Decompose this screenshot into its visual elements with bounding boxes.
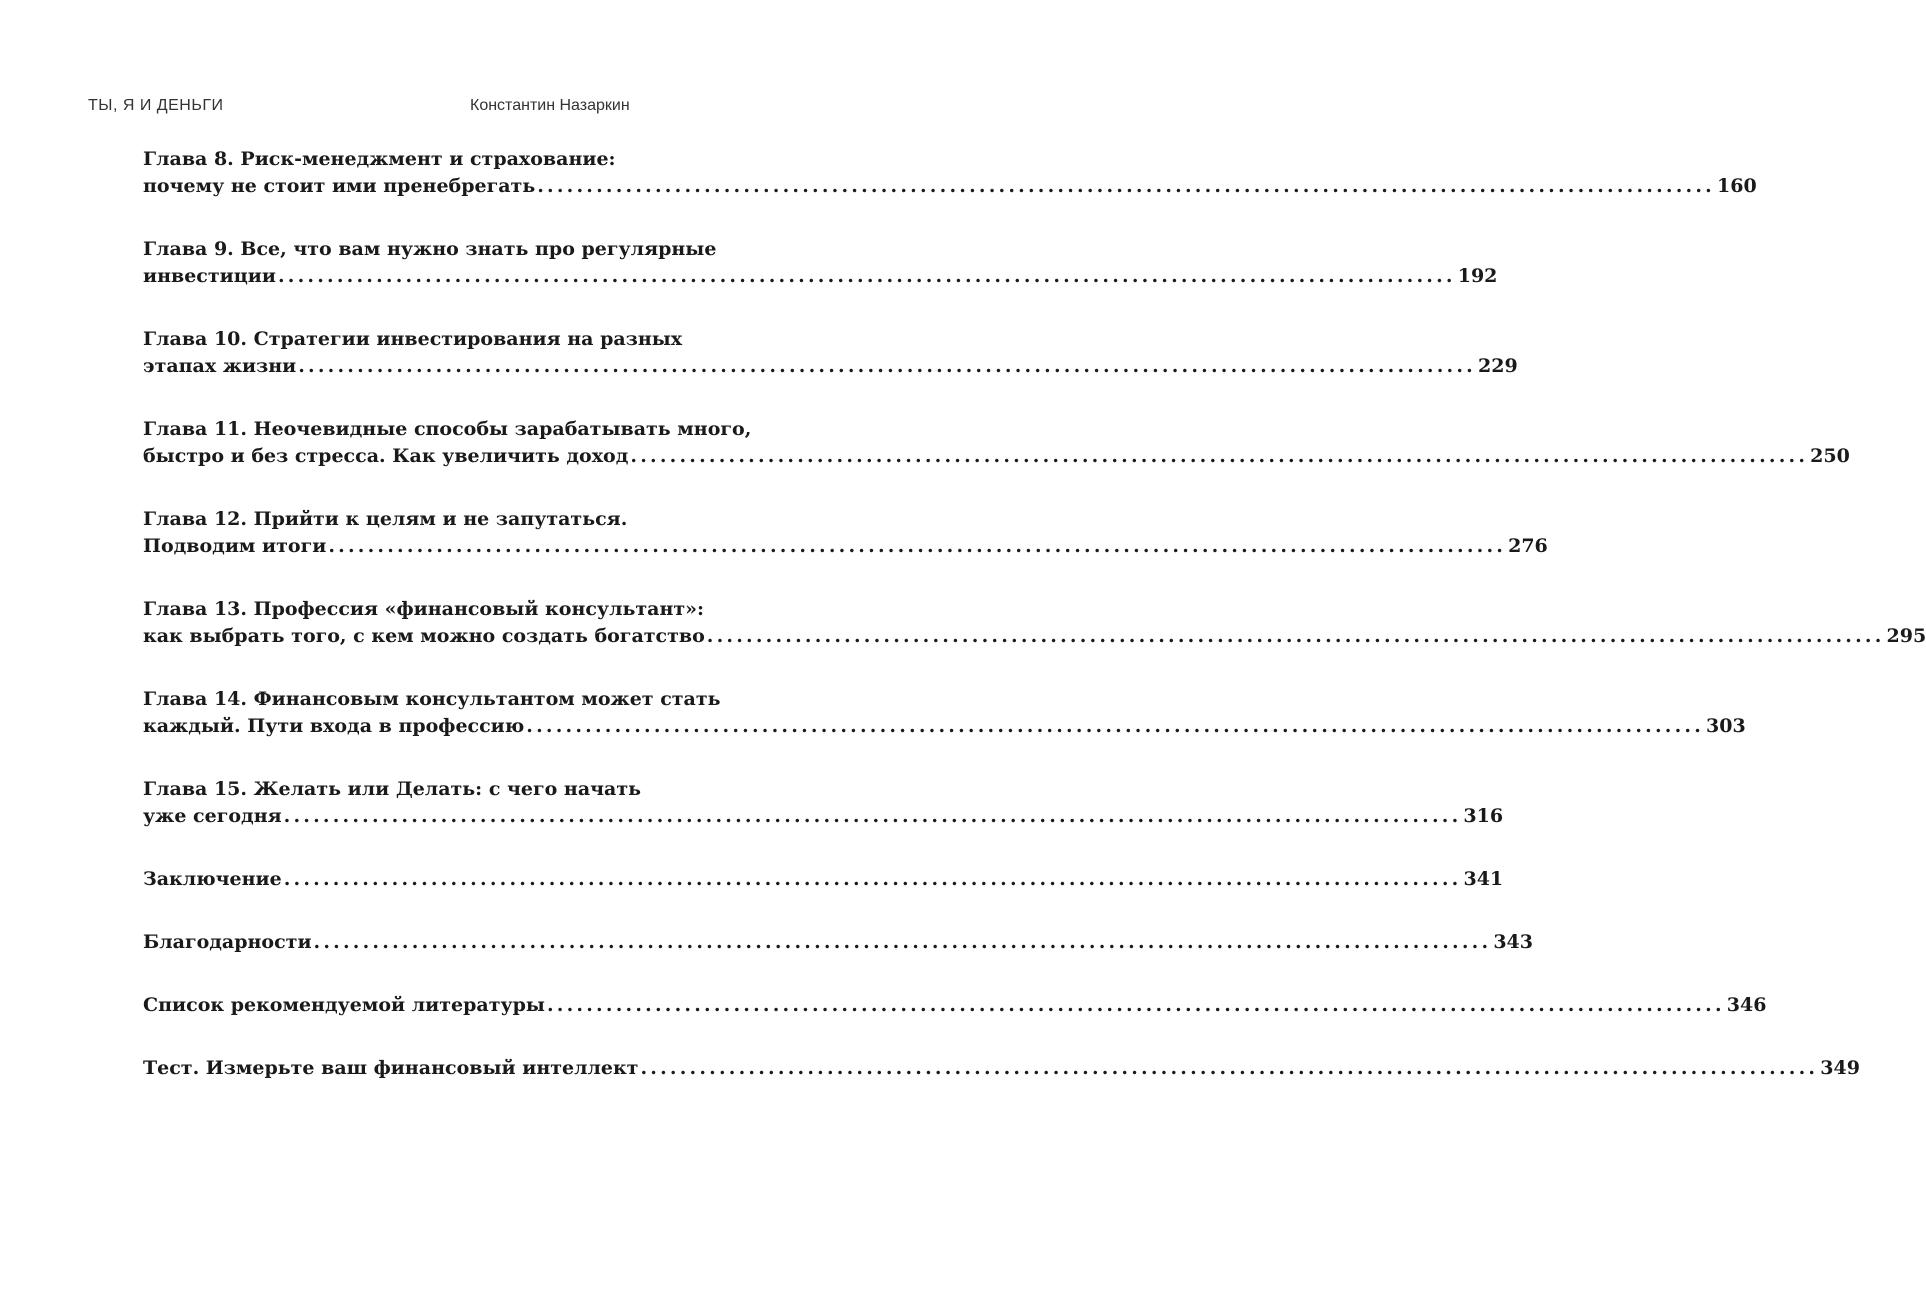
toc-page-number: 349 <box>1820 1057 1860 1079</box>
toc-entry-title: Тест. Измерьте ваш финансовый интеллект <box>143 1057 639 1079</box>
dot-leader: ........................................................................................................................ <box>298 355 1476 377</box>
toc-page-number: 316 <box>1463 805 1504 827</box>
toc-entry-title: Глава 13. Профессия «финансовый консультант»: <box>143 598 705 620</box>
toc-entry-title: Глава 12. Прийти к целям и не запутаться. <box>143 508 628 530</box>
toc-page-number: 250 <box>1810 445 1850 467</box>
toc-entry-chapter-11[interactable] <box>143 416 1850 470</box>
dot-leader: ........................................................................................................................ <box>537 175 1715 197</box>
toc-entry-title: Глава 14. Финансовым консультантом может стать <box>143 688 721 710</box>
running-head-author: Константин Назаркин <box>470 97 630 114</box>
table-of-contents <box>143 146 1926 1118</box>
toc-entry-title-cont: инвестиции <box>143 265 276 287</box>
dot-leader: ........................................................................................................................ <box>630 445 1809 467</box>
toc-page-number: 346 <box>1726 994 1767 1016</box>
dot-leader: ........................................................................................................................ <box>526 715 1705 737</box>
toc-entry-test[interactable] <box>143 1055 1860 1082</box>
toc-entry-chapter-9[interactable] <box>143 236 1498 290</box>
toc-page-number: 276 <box>1508 535 1548 557</box>
toc-entry-title: Список рекомендуемой литературы <box>143 994 545 1016</box>
toc-entry-conclusion[interactable] <box>143 866 1504 893</box>
dot-leader: ........................................................................................................................ <box>283 805 1462 827</box>
dot-leader: ........................................................................................................................ <box>313 931 1492 953</box>
toc-entry-title-cont: каждый. Пути входа в профессию <box>143 715 525 737</box>
toc-entry-chapter-8[interactable] <box>143 146 1757 200</box>
toc-page-number: 192 <box>1457 265 1498 287</box>
toc-page-number: 229 <box>1478 355 1518 377</box>
toc-entry-title-cont: почему не стоит ими пренебрегать <box>143 175 536 197</box>
toc-entry-title: Глава 15. Желать или Делать: с чего начать <box>143 778 642 800</box>
toc-entry-title: Заключение <box>143 868 282 890</box>
toc-entry-title: Глава 10. Стратегии инвестирования на разных <box>143 328 683 350</box>
dot-leader: ........................................................................................................................ <box>283 868 1462 890</box>
toc-page-number: 295 <box>1886 625 1926 647</box>
dot-leader: ........................................................................................................................ <box>706 625 1885 647</box>
toc-entry-chapter-15[interactable] <box>143 776 1504 830</box>
toc-entry-title-cont: уже сегодня <box>143 805 282 827</box>
toc-page-number: 341 <box>1463 868 1504 890</box>
dot-leader: ........................................................................................................................ <box>546 994 1725 1016</box>
toc-entry-reading-list[interactable] <box>143 992 1767 1019</box>
toc-entry-title: Глава 11. Неочевидные способы зарабатывать много, <box>143 418 752 440</box>
toc-entry-title: Глава 8. Риск-менеджмент и страхование: <box>143 148 616 170</box>
toc-entry-title: Глава 9. Все, что вам нужно знать про регулярные <box>143 238 717 260</box>
dot-leader: ........................................................................................................................ <box>277 265 1456 287</box>
toc-entry-title-cont: Подводим итоги <box>143 535 327 557</box>
toc-page-number: 303 <box>1706 715 1746 737</box>
toc-entry-chapter-12[interactable] <box>143 506 1548 560</box>
toc-entry-title: Благодарности <box>143 931 312 953</box>
toc-entry-title-cont: быстро и без стресса. Как увеличить доход <box>143 445 629 467</box>
toc-entry-chapter-13[interactable] <box>143 596 1926 650</box>
dot-leader: ........................................................................................................................ <box>328 535 1507 557</box>
toc-page-number: 343 <box>1493 931 1533 953</box>
dot-leader: ........................................................................................................................ <box>640 1057 1819 1079</box>
toc-entry-title-cont: этапах жизни <box>143 355 297 377</box>
toc-entry-chapter-10[interactable] <box>143 326 1518 380</box>
toc-page-number: 160 <box>1717 175 1757 197</box>
toc-entry-acknowledgements[interactable] <box>143 929 1533 956</box>
toc-entry-title-cont: как выбрать того, с кем можно создать богатство <box>143 625 705 647</box>
toc-entry-chapter-14[interactable] <box>143 686 1746 740</box>
running-head-book-title: ТЫ, Я И ДЕНЬГИ <box>88 97 224 114</box>
